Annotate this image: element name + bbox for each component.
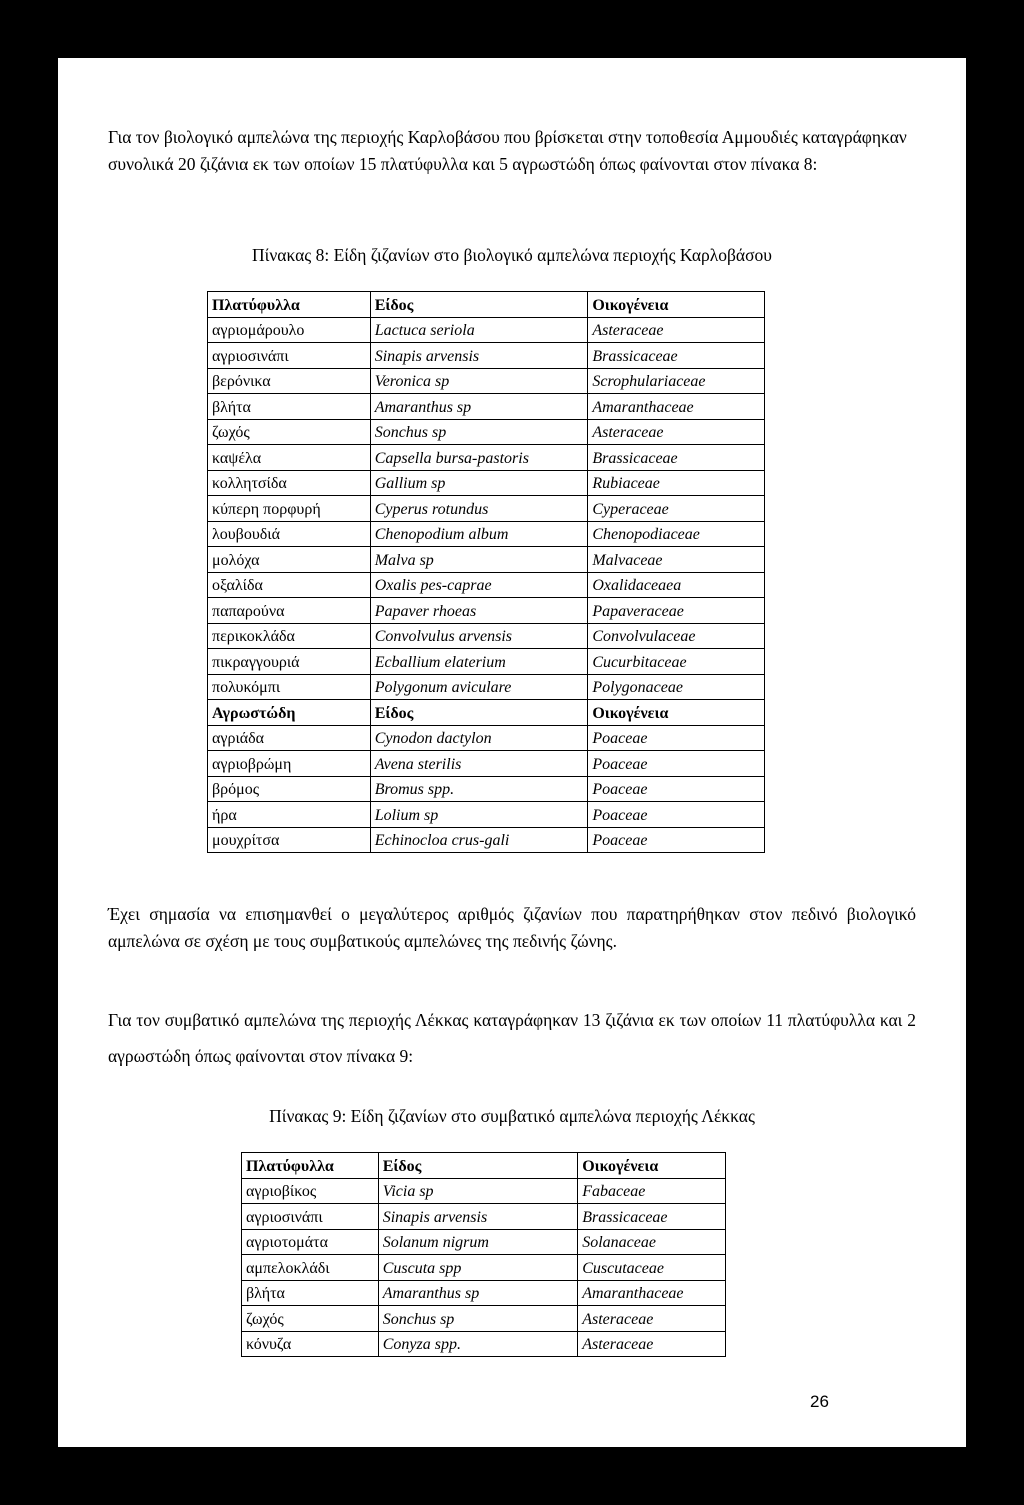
- family-cell: Cuscutaceae: [578, 1255, 726, 1281]
- table-row: [208, 674, 765, 700]
- family-cell: Asteraceae: [588, 419, 765, 445]
- table-row: [208, 419, 765, 445]
- species-cell: Avena sterilis: [370, 751, 588, 777]
- table-header-row: [208, 292, 765, 318]
- common-name-cell: πολυκόμπι: [208, 674, 371, 700]
- common-name-cell: παπαρούνα: [208, 598, 371, 624]
- species-cell: Oxalis pes-caprae: [370, 572, 588, 598]
- table-row: [242, 1229, 726, 1255]
- common-name-cell: βλήτα: [242, 1280, 379, 1306]
- header-cell: Πλατύφυλλα: [242, 1153, 379, 1179]
- table-row: [208, 496, 765, 522]
- header-cell: Είδος: [370, 292, 588, 318]
- common-name-cell: κύπερη πορφυρή: [208, 496, 371, 522]
- family-cell: Fabaceae: [578, 1178, 726, 1204]
- document-page: [58, 58, 966, 1447]
- family-cell: Cyperaceae: [588, 496, 765, 522]
- table-row: [208, 649, 765, 675]
- table-header-row: [242, 1153, 726, 1179]
- table-row: [208, 572, 765, 598]
- table-row: [242, 1331, 726, 1357]
- common-name-cell: περικοκλάδα: [208, 623, 371, 649]
- table-row: [208, 343, 765, 369]
- species-cell: Sonchus sp: [370, 419, 588, 445]
- family-cell: Poaceae: [588, 776, 765, 802]
- family-cell: Poaceae: [588, 725, 765, 751]
- common-name-cell: λουβουδιά: [208, 521, 371, 547]
- common-name-cell: βερόνικα: [208, 368, 371, 394]
- table-row: [242, 1178, 726, 1204]
- family-cell: Chenopodiaceae: [588, 521, 765, 547]
- common-name-cell: βλήτα: [208, 394, 371, 420]
- species-cell: Conyza spp.: [378, 1331, 577, 1357]
- species-cell: Lactuca seriola: [370, 317, 588, 343]
- species-cell: Amaranthus sp: [378, 1280, 577, 1306]
- family-cell: Brassicaceae: [588, 445, 765, 471]
- common-name-cell: αμπελοκλάδι: [242, 1255, 379, 1281]
- family-cell: Poaceae: [588, 751, 765, 777]
- species-cell: Amaranthus sp: [370, 394, 588, 420]
- species-cell: Echinocloa crus-gali: [370, 827, 588, 853]
- common-name-cell: ζωχός: [208, 419, 371, 445]
- family-cell: Malvaceae: [588, 547, 765, 573]
- common-name-cell: αγριάδα: [208, 725, 371, 751]
- species-cell: Cyperus rotundus: [370, 496, 588, 522]
- table-subheader-row: [208, 700, 765, 726]
- table-row: [208, 317, 765, 343]
- common-name-cell: καψέλα: [208, 445, 371, 471]
- header-cell: Οικογένεια: [588, 292, 765, 318]
- table8-caption: Πίνακας 8: Είδη ζιζανίων στο βιολογικό αμπελώνα περιοχής Καρλοβάσου: [252, 245, 772, 265]
- family-cell: Convolvulaceae: [588, 623, 765, 649]
- family-cell: Brassicaceae: [588, 343, 765, 369]
- common-name-cell: βρόμος: [208, 776, 371, 802]
- family-cell: Polygonaceae: [588, 674, 765, 700]
- common-name-cell: ήρα: [208, 802, 371, 828]
- table-row: [242, 1204, 726, 1230]
- table-row: [208, 521, 765, 547]
- table-row: [208, 623, 765, 649]
- table-row: [208, 445, 765, 471]
- intro-paragraph-table9: Για τον συμβατικό αμπελώνα της περιοχής Λέκκας καταγράφηκαν 13 ζιζάνια εκ των οποίων 11 πλατύφυλλα και 2 αγρωστώδη όπως φαίνονται στον πίνακα 9:: [108, 1010, 916, 1066]
- family-cell: Asteraceae: [578, 1306, 726, 1332]
- family-cell: Cucurbitaceae: [588, 649, 765, 675]
- species-cell: Malva sp: [370, 547, 588, 573]
- species-cell: Convolvulus arvensis: [370, 623, 588, 649]
- table9-caption: Πίνακας 9: Είδη ζιζανίων στο συμβατικό αμπελώνα περιοχής Λέκκας: [269, 1106, 755, 1126]
- page-number: 26: [810, 1392, 829, 1411]
- species-cell: Veronica sp: [370, 368, 588, 394]
- species-cell: Solanum nigrum: [378, 1229, 577, 1255]
- species-cell: Ecballium elaterium: [370, 649, 588, 675]
- table-row: [208, 470, 765, 496]
- family-cell: Solanaceae: [578, 1229, 726, 1255]
- family-cell: Poaceae: [588, 802, 765, 828]
- family-cell: Brassicaceae: [578, 1204, 726, 1230]
- header-cell: Πλατύφυλλα: [208, 292, 371, 318]
- family-cell: Asteraceae: [588, 317, 765, 343]
- family-cell: Papaveraceae: [588, 598, 765, 624]
- common-name-cell: αγριοβρώμη: [208, 751, 371, 777]
- species-cell: Cynodon dactylon: [370, 725, 588, 751]
- common-name-cell: μολόχα: [208, 547, 371, 573]
- observation-paragraph: Έχει σημασία να επισημανθεί ο μεγαλύτερος αριθμός ζιζανίων που παρατηρήθηκαν στον πεδινό βιολογικό αμπελώνα σε σχέση με τους συμβατικούς αμπελώνες της πεδινής ζώνης.: [108, 904, 916, 951]
- table-row: [208, 598, 765, 624]
- table-row: [208, 547, 765, 573]
- table-row: [208, 394, 765, 420]
- family-cell: Scrophulariaceae: [588, 368, 765, 394]
- species-cell: Capsella bursa-pastoris: [370, 445, 588, 471]
- common-name-cell: πικραγγουριά: [208, 649, 371, 675]
- header-cell: Αγρωστώδη: [208, 700, 371, 726]
- common-name-cell: αγριομάρουλο: [208, 317, 371, 343]
- common-name-cell: κολλητσίδα: [208, 470, 371, 496]
- table-row: [208, 368, 765, 394]
- family-cell: Asteraceae: [578, 1331, 726, 1357]
- species-cell: Gallium sp: [370, 470, 588, 496]
- table8-weed-species: [207, 291, 765, 853]
- species-cell: Vicia sp: [378, 1178, 577, 1204]
- common-name-cell: μουχρίτσα: [208, 827, 371, 853]
- table-row: [242, 1255, 726, 1281]
- table-row: [208, 776, 765, 802]
- intro-paragraph-table8: Για τον βιολογικό αμπελώνα της περιοχής Καρλοβάσου που βρίσκεται στην τοποθεσία Αμμουδιές καταγράφηκαν συνολικά 20 ζιζάνια εκ των οποίων 15 πλατύφυλλα και 5 αγρωστώδη όπως φαίνονται στον πίνακα 8:: [108, 127, 907, 174]
- species-cell: Bromus spp.: [370, 776, 588, 802]
- family-cell: Rubiaceae: [588, 470, 765, 496]
- table-row: [242, 1280, 726, 1306]
- header-cell: Είδος: [378, 1153, 577, 1179]
- common-name-cell: αγριοβίκος: [242, 1178, 379, 1204]
- species-cell: Sonchus sp: [378, 1306, 577, 1332]
- species-cell: Cuscuta spp: [378, 1255, 577, 1281]
- header-cell: Είδος: [370, 700, 588, 726]
- family-cell: Amaranthaceae: [578, 1280, 726, 1306]
- table9-weed-species: [241, 1152, 726, 1357]
- common-name-cell: ζωχός: [242, 1306, 379, 1332]
- table-row: [208, 827, 765, 853]
- species-cell: Chenopodium album: [370, 521, 588, 547]
- header-cell: Οικογένεια: [588, 700, 765, 726]
- common-name-cell: κόνυζα: [242, 1331, 379, 1357]
- species-cell: Sinapis arvensis: [370, 343, 588, 369]
- header-cell: Οικογένεια: [578, 1153, 726, 1179]
- table-row: [208, 725, 765, 751]
- common-name-cell: οξαλίδα: [208, 572, 371, 598]
- species-cell: Lolium sp: [370, 802, 588, 828]
- table-row: [242, 1306, 726, 1332]
- family-cell: Amaranthaceae: [588, 394, 765, 420]
- species-cell: Sinapis arvensis: [378, 1204, 577, 1230]
- species-cell: Papaver rhoeas: [370, 598, 588, 624]
- common-name-cell: αγριοσινάπι: [208, 343, 371, 369]
- common-name-cell: αγριοσινάπι: [242, 1204, 379, 1230]
- family-cell: Oxalidaceaea: [588, 572, 765, 598]
- table-row: [208, 802, 765, 828]
- family-cell: Poaceae: [588, 827, 765, 853]
- table-row: [208, 751, 765, 777]
- common-name-cell: αγριοτομάτα: [242, 1229, 379, 1255]
- species-cell: Polygonum aviculare: [370, 674, 588, 700]
